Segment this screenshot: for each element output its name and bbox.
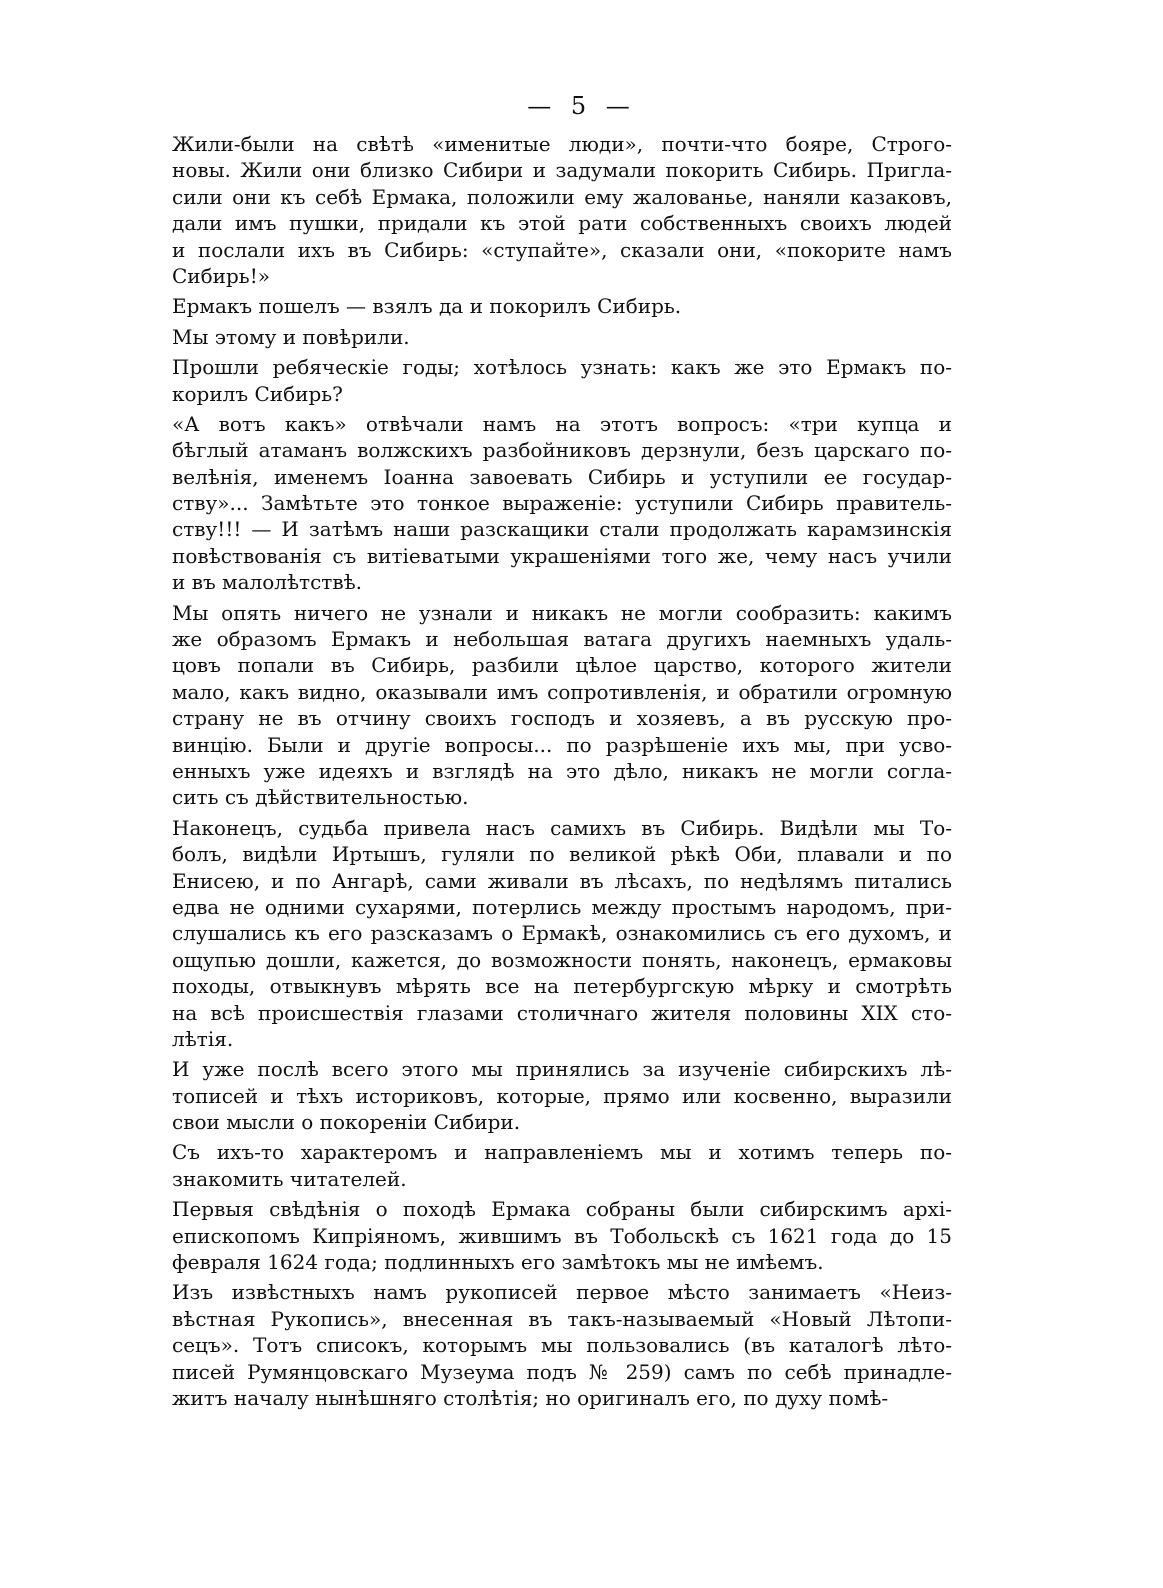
page-number: — 5 — — [527, 92, 636, 120]
text-line: и послали ихъ въ Сибирь: «ступайте», сказали они, «покорите намъ — [172, 237, 952, 262]
paragraph — [172, 815, 952, 1053]
paragraph — [172, 1139, 952, 1192]
text-line: «А вотъ какъ» отвѣчали намъ на этотъ вопросъ: «три купца и — [172, 411, 952, 436]
text-column — [172, 131, 952, 1411]
text-line: едва не одними сухарями, потерлись между простымъ народомъ, при- — [172, 894, 952, 919]
text-line: Сибирь!» — [172, 263, 270, 288]
text-line: Изъ извѣстныхъ намъ рукописей первое мѣсто занимаетъ «Неиз- — [172, 1280, 952, 1305]
paragraph — [172, 354, 952, 407]
text-line: ству»... Замѣтьте это тонкое выраженіе: уступили Сибирь правитель- — [172, 491, 952, 516]
text-line: мало, какъ видно, оказывали имъ сопротивленія, и обратили огромную — [172, 679, 952, 704]
text-line: повѣствованія съ витіеватыми украшеніями того же, чему насъ учили — [172, 543, 952, 568]
text-line: походы, отвыкнувъ мѣрять все на петербургскую мѣрку и смотрѣть — [172, 974, 952, 999]
text-line: февраля 1624 года; подлинныхъ его замѣтокъ мы не имѣемъ. — [172, 1250, 824, 1275]
text-line: знакомить читателей. — [172, 1166, 407, 1191]
text-line: сить съ дѣйствительностью. — [172, 785, 469, 810]
text-line: слушались къ его разсказамъ о Ермакѣ, ознакомились съ его духомъ, и — [172, 921, 952, 946]
text-line: тописей и тѣхъ историковъ, которые, прямо или косвенно, выразили — [172, 1083, 952, 1108]
paragraph — [172, 411, 952, 596]
text-line: вѣстная Рукопись», внесенная въ такъ-называемый «Новый Лѣтопи- — [172, 1306, 952, 1331]
text-line: новы. Жили они близко Сибири и задумали покорить Сибирь. Пригла- — [172, 158, 952, 183]
text-line: велѣнія, именемъ Іоанна завоевать Сибирь и уступили ее государ- — [172, 464, 952, 489]
text-line: же образомъ Ермакъ и небольшая ватага другихъ наемныхъ удаль- — [172, 627, 952, 652]
text-line: винцію. Были и другіе вопросы... по разрѣшеніе ихъ мы, при усво- — [172, 732, 952, 757]
paragraph — [172, 1056, 952, 1135]
text-line: страну не въ отчину своихъ господъ и хозяевъ, а въ русскую про- — [172, 706, 952, 731]
text-line: болъ, видѣли Иртышъ, гуляли по великой рѣкѣ Оби, плавали и по — [172, 842, 952, 867]
text-line: житъ началу нынѣшняго столѣтія; но оригиналъ его, по духу помѣ- — [172, 1385, 889, 1410]
text-line: цовъ попали въ Сибирь, разбили цѣлое царство, которого жители — [172, 653, 952, 678]
text-line: Жили-были на свѣтѣ «именитые люди», почти-что бояре, Строго- — [172, 132, 952, 156]
text-line: Ермакъ пошелъ — взялъ да и покорилъ Сибирь. — [172, 294, 682, 319]
text-line: енныхъ уже идеяхъ и взглядѣ на это дѣло, никакъ не могли согла- — [172, 758, 952, 783]
paragraph — [172, 131, 952, 289]
text-line: корилъ Сибирь? — [172, 381, 343, 406]
text-line: бѣглый атаманъ волжскихъ разбойниковъ дерзнули, безъ царскаго по- — [172, 438, 952, 463]
paragraph — [172, 600, 952, 811]
text-line: свои мысли о покореніи Сибири. — [172, 1110, 521, 1135]
text-line: Енисею, и по Ангарѣ, сами живали въ лѣсахъ, по недѣлямъ питались — [172, 868, 952, 893]
text-line: Прошли ребяческіе годы; хотѣлось узнать: какъ же это Ермакъ по- — [172, 355, 952, 380]
paragraph — [172, 324, 952, 350]
paragraph — [172, 1279, 952, 1411]
text-line: писей Румянцовскаго Музеума подъ № 259) самъ по себѣ принадле- — [172, 1359, 952, 1384]
paragraph — [172, 293, 952, 319]
text-line: Наконецъ, судьба привела насъ самихъ въ Сибирь. Видѣли мы То- — [172, 815, 952, 840]
text-line: сецъ». Тотъ списокъ, которымъ мы пользовались (въ каталогѣ лѣто- — [172, 1333, 952, 1358]
text-line: ству!!! — И затѣмъ наши разскащики стали продолжать карамзинскія — [172, 517, 952, 542]
text-line: епископомъ Кипріяномъ, жившимъ въ Тобольскѣ съ 1621 года до 15 — [172, 1223, 952, 1248]
text-line: Первыя свѣдѣнія о походѣ Ермака собраны были сибирскимъ архі- — [172, 1197, 952, 1222]
text-line: сили они къ себѣ Ермака, положили ему жалованье, наняли казаковъ, — [172, 184, 952, 209]
text-line: ощупью дошли, кажется, до возможности понять, наконецъ, ермаковы — [172, 947, 952, 972]
text-line: на всѣ происшествія глазами столичнаго жителя половины XIX сто- — [172, 1000, 952, 1025]
text-line: Мы этому и повѣрили. — [172, 324, 410, 349]
text-line: дали имъ пушки, придали къ этой рати собственныхъ своихъ людей — [172, 211, 952, 236]
text-line: Съ ихъ-то характеромъ и направленіемъ мы и хотимъ теперь по- — [172, 1140, 952, 1165]
text-line: и въ малолѣтствѣ. — [172, 570, 363, 595]
text-line: Мы опять ничего не узнали и никакъ не могли сообразить: какимъ — [172, 600, 952, 625]
text-line: лѣтія. — [172, 1026, 234, 1051]
paragraph — [172, 1196, 952, 1275]
text-line: И уже послѣ всего этого мы принялись за изученіе сибирскихъ лѣ- — [172, 1057, 952, 1082]
